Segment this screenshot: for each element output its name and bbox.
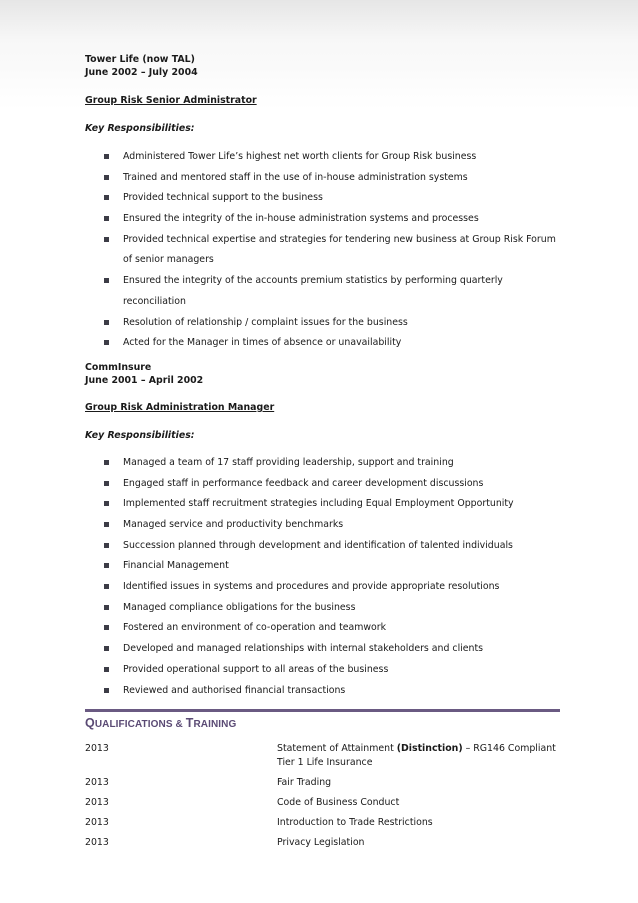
key-responsibilities-label: Key Responsibilities: xyxy=(85,430,195,441)
section-heading-qualifications: QUALIFICATIONS & TRAINING xyxy=(85,716,237,730)
company-name: CommInsure xyxy=(85,362,152,373)
employment-dates: June 2002 – July 2004 xyxy=(85,67,198,78)
responsibility-item: Managed compliance obligations for the business xyxy=(123,602,356,613)
responsibility-item: Fostered an environment of co-operation and teamwork xyxy=(123,622,387,633)
bullet-icon xyxy=(104,216,109,221)
responsibility-item: Trained and mentored staff in the use of in-house administration systems xyxy=(123,172,468,183)
responsibility-item: Financial Management xyxy=(123,560,229,571)
bullet-icon xyxy=(104,175,109,180)
bullet-icon xyxy=(104,340,109,345)
qualification-year: 2013 xyxy=(85,743,109,754)
responsibility-item-continued: of senior managers xyxy=(123,254,214,265)
bullet-icon xyxy=(104,646,109,651)
qualification-description: Statement of Attainment (Distinction) – RG146 Compliant Tier 1 Life Insurance xyxy=(277,743,556,768)
bullet-icon xyxy=(104,584,109,589)
bullet-icon xyxy=(104,195,109,200)
bullet-icon xyxy=(104,563,109,568)
responsibility-item: Engaged staff in performance feedback and career development discussions xyxy=(123,478,484,489)
bullet-icon xyxy=(104,543,109,548)
bullet-icon xyxy=(104,522,109,527)
section-divider xyxy=(85,709,560,712)
company-name: Tower Life (now TAL) xyxy=(85,54,195,65)
bullet-icon xyxy=(104,605,109,610)
bullet-icon xyxy=(104,460,109,465)
bullet-icon xyxy=(104,667,109,672)
qualification-description: Code of Business Conduct xyxy=(277,797,400,808)
responsibility-item-continued: reconciliation xyxy=(123,296,186,307)
qualification-description: Introduction to Trade Restrictions xyxy=(277,817,433,828)
qualification-year: 2013 xyxy=(85,837,109,848)
responsibility-item: Resolution of relationship / complaint issues for the business xyxy=(123,317,408,328)
qualification-description: Fair Trading xyxy=(277,777,332,788)
responsibility-item: Ensured the integrity of the accounts premium statistics by performing quarterly xyxy=(123,275,503,286)
responsibility-item: Administered Tower Life’s highest net worth clients for Group Risk business xyxy=(123,151,477,162)
bullet-icon xyxy=(104,625,109,630)
responsibility-item: Implemented staff recruitment strategies including Equal Employment Opportunity xyxy=(123,498,514,509)
responsibility-item: Acted for the Manager in times of absence or unavailability xyxy=(123,337,402,348)
responsibility-item: Identified issues in systems and procedures and provide appropriate resolutions xyxy=(123,581,500,592)
qualification-year: 2013 xyxy=(85,777,109,788)
qualification-year: 2013 xyxy=(85,797,109,808)
bullet-icon xyxy=(104,278,109,283)
employment-dates: June 2001 – April 2002 xyxy=(85,375,204,386)
qualification-description: Privacy Legislation xyxy=(277,837,365,848)
responsibility-item: Ensured the integrity of the in-house administration systems and processes xyxy=(123,213,479,224)
bullet-icon xyxy=(104,688,109,693)
responsibility-item: Managed service and productivity benchmarks xyxy=(123,519,344,530)
job-title: Group Risk Administration Manager xyxy=(85,402,275,413)
qualification-year: 2013 xyxy=(85,817,109,828)
responsibility-item: Developed and managed relationships with internal stakeholders and clients xyxy=(123,643,484,654)
key-responsibilities-label: Key Responsibilities: xyxy=(85,123,195,134)
responsibility-item: Reviewed and authorised financial transactions xyxy=(123,685,346,696)
bullet-icon xyxy=(104,154,109,159)
responsibility-item: Managed a team of 17 staff providing leadership, support and training xyxy=(123,457,454,468)
responsibility-item: Succession planned through development and identification of talented individuals xyxy=(123,540,513,551)
bullet-icon xyxy=(104,320,109,325)
bullet-icon xyxy=(104,481,109,486)
responsibility-item: Provided technical expertise and strategies for tendering new business at Group Risk Forum xyxy=(123,234,556,245)
responsibility-item: Provided operational support to all areas of the business xyxy=(123,664,389,675)
job-title: Group Risk Senior Administrator xyxy=(85,95,257,106)
bullet-icon xyxy=(104,237,109,242)
bullet-icon xyxy=(104,501,109,506)
responsibility-item: Provided technical support to the business xyxy=(123,192,323,203)
